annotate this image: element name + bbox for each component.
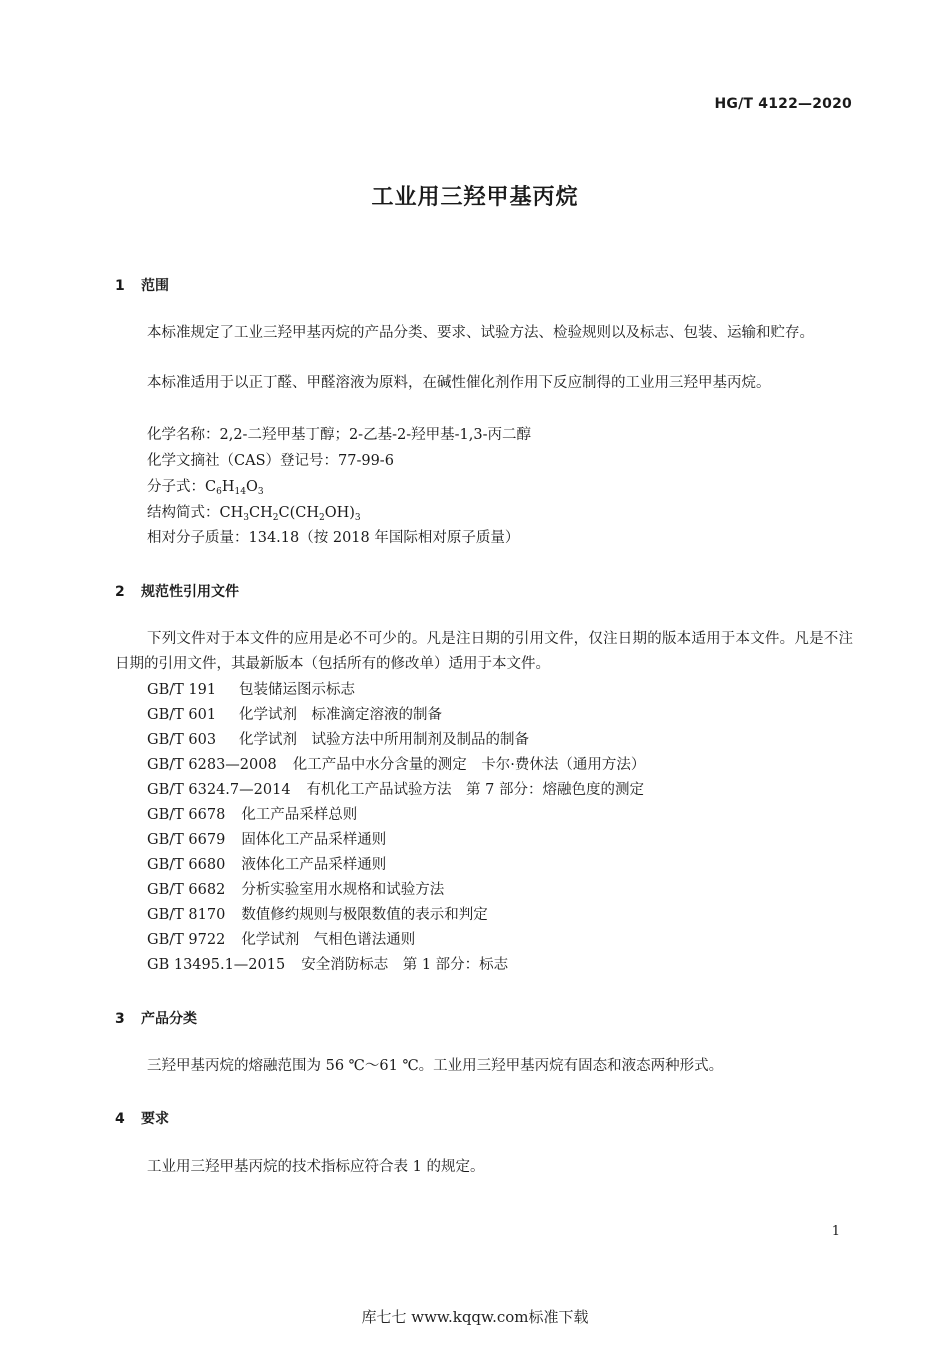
reference-item: GB/T 6680 液体化工产品采样通则 xyxy=(147,857,387,873)
reference-item: GB/T 601 化学试剂 标准滴定溶液的制备 xyxy=(147,707,442,723)
reference-item: GB/T 9722 化学试剂 气相色谱法通则 xyxy=(147,932,416,948)
molecular-mass: 相对分子质量：134.18（按 2018 年国际相对原子质量） xyxy=(147,530,520,546)
section-1-heading xyxy=(115,275,169,295)
scope-paragraph-2: 本标准适用于以正丁醛、甲醛溶液为原料，在碱性催化剂作用下反应制得的工业用三羟甲基丙烷。 xyxy=(147,375,771,391)
classification-paragraph: 三羟甲基丙烷的熔融范围为 56 ℃～61 ℃。工业用三羟甲基丙烷有固态和液态两种形式。 xyxy=(147,1058,724,1074)
requirements-paragraph: 工业用三羟甲基丙烷的技术指标应符合表 1 的规定。 xyxy=(147,1159,485,1175)
reference-item: GB/T 603 化学试剂 试验方法中所用制剂及制品的制备 xyxy=(147,732,529,748)
section-2-heading xyxy=(115,581,239,601)
section-number: 2 xyxy=(115,584,125,600)
page-number: 1 xyxy=(831,1224,840,1239)
structural-formula: 结构简式：$CH_3CH_2C(CH_2OH)_3$ xyxy=(147,505,361,523)
watermark-footer: 库七七 www.kqqw.com标准下载 xyxy=(361,1308,589,1326)
section-3-heading xyxy=(115,1008,197,1028)
chemical-name: 化学名称：2,2-二羟甲基丁醇；2-乙基-2-羟甲基-1,3-丙二醇 xyxy=(147,427,531,443)
section-4-heading xyxy=(115,1108,169,1128)
reference-item: GB/T 6324.7—2014 有机化工产品试验方法 第 7 部分：熔融色度的测定 xyxy=(147,782,644,798)
reference-item: GB/T 8170 数值修约规则与极限数值的表示和判定 xyxy=(147,907,488,923)
reference-item: GB/T 6678 化工产品采样总则 xyxy=(147,807,358,823)
section-title: 要求 xyxy=(141,1111,169,1127)
reference-item: GB/T 6283—2008 化工产品中水分含量的测定 卡尔·费休法（通用方法） xyxy=(147,757,646,773)
references-intro: 下列文件对于本文件的应用是必不可少的。凡是注日期的引用文件，仅注日期的版本适用于本文件。凡是不注日期的引用文件，其最新版本（包括所有的修改单）适用于本文件。 xyxy=(115,631,853,672)
scope-paragraph-1: 本标准规定了工业三羟甲基丙烷的产品分类、要求、试验方法、检验规则以及标志、包装、运输和贮存。 xyxy=(147,325,814,341)
reference-item: GB/T 6682 分析实验室用水规格和试验方法 xyxy=(147,882,445,898)
molecular-formula: 分子式：$C_6H_{14}O_3$ xyxy=(147,479,264,497)
reference-item: GB/T 191 包装储运图示标志 xyxy=(147,682,355,698)
section-number: 1 xyxy=(115,278,125,294)
section-title: 规范性引用文件 xyxy=(141,584,239,600)
reference-item: GB 13495.1—2015 安全消防标志 第 1 部分：标志 xyxy=(147,957,509,973)
cas-number: 化学文摘社（CAS）登记号：77-99-6 xyxy=(147,453,394,469)
document-title: 工业用三羟甲基丙烷 xyxy=(371,185,579,210)
section-title: 范围 xyxy=(141,278,169,294)
section-title: 产品分类 xyxy=(141,1011,197,1027)
section-number: 4 xyxy=(115,1111,125,1127)
standard-code: HG/T 4122—2020 xyxy=(714,96,852,112)
section-number: 3 xyxy=(115,1011,125,1027)
reference-item: GB/T 6679 固体化工产品采样通则 xyxy=(147,832,387,848)
